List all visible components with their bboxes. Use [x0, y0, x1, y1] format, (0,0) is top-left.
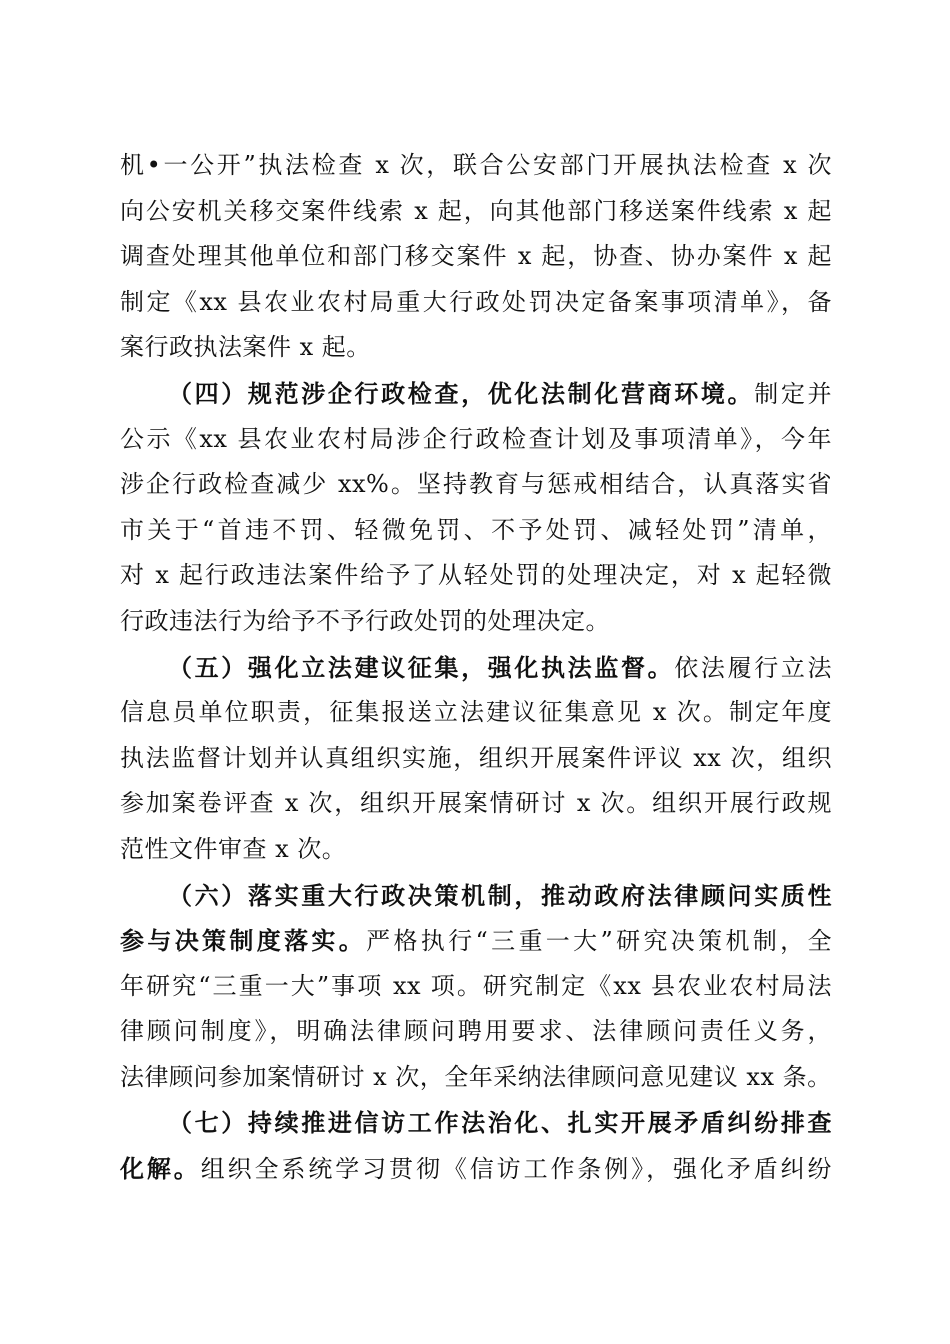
text-line: 年研究“三重一大”事项 xx 项。研究制定《xx 县农业农村局法 — [120, 971, 832, 1000]
text-line: 律顾问制度》，明确法律顾问聘用要求、法律顾问责任义务， — [120, 1017, 832, 1046]
section-7-heading-end: 化解。 — [120, 1154, 201, 1184]
section-4-first-line — [120, 371, 832, 417]
section-4-heading: （四）规范涉企行政检查，优化法制化营商环境。 — [168, 378, 755, 408]
section-5-first-line — [120, 645, 832, 691]
body-text — [120, 143, 832, 1192]
section-6-text: 严格执行“三重一大”研究决策机制，全 — [366, 927, 833, 956]
section-6-heading: （六）落实重大行政决策机制，推动政府法律顾问实质性 — [168, 880, 832, 910]
text-line: 机•一公开”执法检查 x 次，联合公安部门开展执法检查 x 次 — [120, 151, 832, 179]
text-line: 参加案卷评查 x 次，组织开展案情研讨 x 次。组织开展行政规 — [120, 789, 832, 818]
text-line: 调查处理其他单位和部门移交案件 x 起，协查、协办案件 x 起 — [120, 242, 832, 271]
text-line: 案行政执法案件 x 起。 — [120, 333, 371, 362]
section-4-text: 制定并 — [754, 379, 833, 408]
section-6-heading-end: 参与决策制度落实。 — [120, 926, 367, 956]
section-5-heading: （五）强化立法建议征集，强化执法监督。 — [168, 652, 675, 682]
text-line: 执法监督计划并认真组织实施，组织开展案件评议 xx 次，组织 — [120, 743, 832, 772]
section-7-text: 组织全系统学习贯彻《信访工作条例》，强化矛盾纠纷 — [200, 1155, 833, 1184]
text-line: 涉企行政检查减少 xx%。坚持教育与惩戒相结合，认真落实省 — [120, 470, 832, 499]
text-line: 信息员单位职责，征集报送立法建议征集意见 x 次。制定年度 — [120, 698, 832, 727]
text-line: 法律顾问参加案情研讨 x 次，全年采纳法律顾问意见建议 xx 条。 — [120, 1062, 832, 1091]
text-line: 制定《xx 县农业农村局重大行政处罚决定备案事项清单》，备 — [120, 287, 832, 316]
text-line: 公示《xx 县农业农村局涉企行政检查计划及事项清单》，今年 — [120, 424, 832, 453]
section-7-second-line — [120, 1146, 832, 1192]
text-line: 市关于“首违不罚、轻微免罚、不予处罚、减轻处罚”清单， — [120, 515, 832, 544]
text-line: 行政违法行为给予不予行政处罚的处理决定。 — [120, 606, 610, 635]
text-line: 范性文件审查 x 次。 — [120, 834, 347, 863]
section-5-text: 依法履行立法 — [674, 653, 833, 682]
section-6-second-line — [120, 918, 832, 964]
text-line: 向公安机关移交案件线索 x 起，向其他部门移送案件线索 x 起 — [120, 196, 832, 225]
text-line: 对 x 起行政违法案件给予了从轻处罚的处理决定，对 x 起轻微 — [120, 561, 832, 590]
section-7-heading: （七）持续推进信访工作法治化、扎实开展矛盾纠纷排查 — [168, 1108, 832, 1138]
